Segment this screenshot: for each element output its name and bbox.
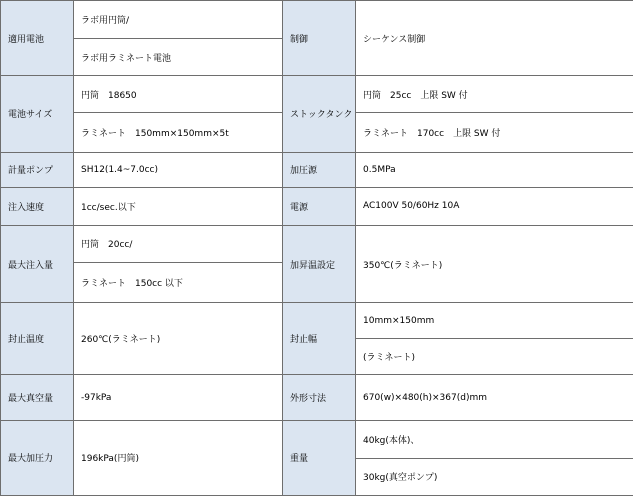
spec-value-seal-width-1: 10mm×150mm: [356, 303, 633, 339]
spec-value-applicable-battery-2: ラボ用ラミネート電池: [74, 39, 283, 76]
spec-label-seal-temperature: 封止温度: [1, 303, 74, 375]
spec-value-seal-width-2: (ラミネート): [356, 339, 633, 375]
spec-label-pressure-source: 加圧源: [283, 152, 356, 187]
spec-value-battery-size-1: 円筒 18650: [74, 76, 283, 113]
spec-value-control: シーケンス制御: [356, 1, 633, 76]
spec-label-metering-pump: 計量ポンプ: [1, 152, 74, 187]
spec-value-external-dimensions: 670(w)×480(h)×367(d)mm: [356, 375, 633, 420]
spec-label-control: 制御: [283, 1, 356, 76]
spec-value-max-injection-1: 円筒 20cc/: [74, 225, 283, 262]
spec-value-power-supply: AC100V 50/60Hz 10A: [356, 187, 633, 225]
spec-label-applicable-battery: 適用電池: [1, 1, 74, 76]
spec-label-weight: 重量: [283, 420, 356, 495]
spec-label-stock-tank: ストックタンク: [283, 76, 356, 152]
spec-value-weight-2: 30kg(真空ポンプ): [356, 458, 633, 495]
spec-value-max-vacuum: -97kPa: [74, 375, 283, 420]
spec-label-injection-speed: 注入速度: [1, 187, 74, 225]
spec-value-max-injection-2: ラミネート 150cc 以下: [74, 263, 283, 303]
spec-label-max-vacuum: 最大真空量: [1, 375, 74, 420]
spec-label-max-injection: 最大注入量: [1, 225, 74, 302]
spec-label-power-supply: 電源: [283, 187, 356, 225]
spec-value-stock-tank-2: ラミネート 170cc 上限 SW 付: [356, 113, 633, 152]
spec-value-applicable-battery-1: ラボ用円筒/: [74, 1, 283, 39]
spec-value-seal-temperature: 260℃(ラミネート): [74, 303, 283, 375]
spec-label-max-pressure: 最大加圧力: [1, 420, 74, 495]
spec-value-pressure-source: 0.5MPa: [356, 152, 633, 187]
spec-value-max-pressure: 196kPa(円筒): [74, 420, 283, 495]
spec-value-heating-setting: 350℃(ラミネート): [356, 225, 633, 302]
spec-value-metering-pump: SH12(1.4~7.0cc): [74, 152, 283, 187]
spec-value-stock-tank-1: 円筒 25cc 上限 SW 付: [356, 76, 633, 113]
spec-value-weight-1: 40kg(本体)、: [356, 420, 633, 458]
spec-label-battery-size: 電池サイズ: [1, 76, 74, 152]
spec-value-battery-size-2: ラミネート 150mm×150mm×5t: [74, 113, 283, 152]
spec-value-injection-speed: 1cc/sec.以下: [74, 187, 283, 225]
spec-label-seal-width: 封止幅: [283, 303, 356, 375]
spec-label-heating-setting: 加昇温設定: [283, 225, 356, 302]
spec-label-external-dimensions: 外形寸法: [283, 375, 356, 420]
